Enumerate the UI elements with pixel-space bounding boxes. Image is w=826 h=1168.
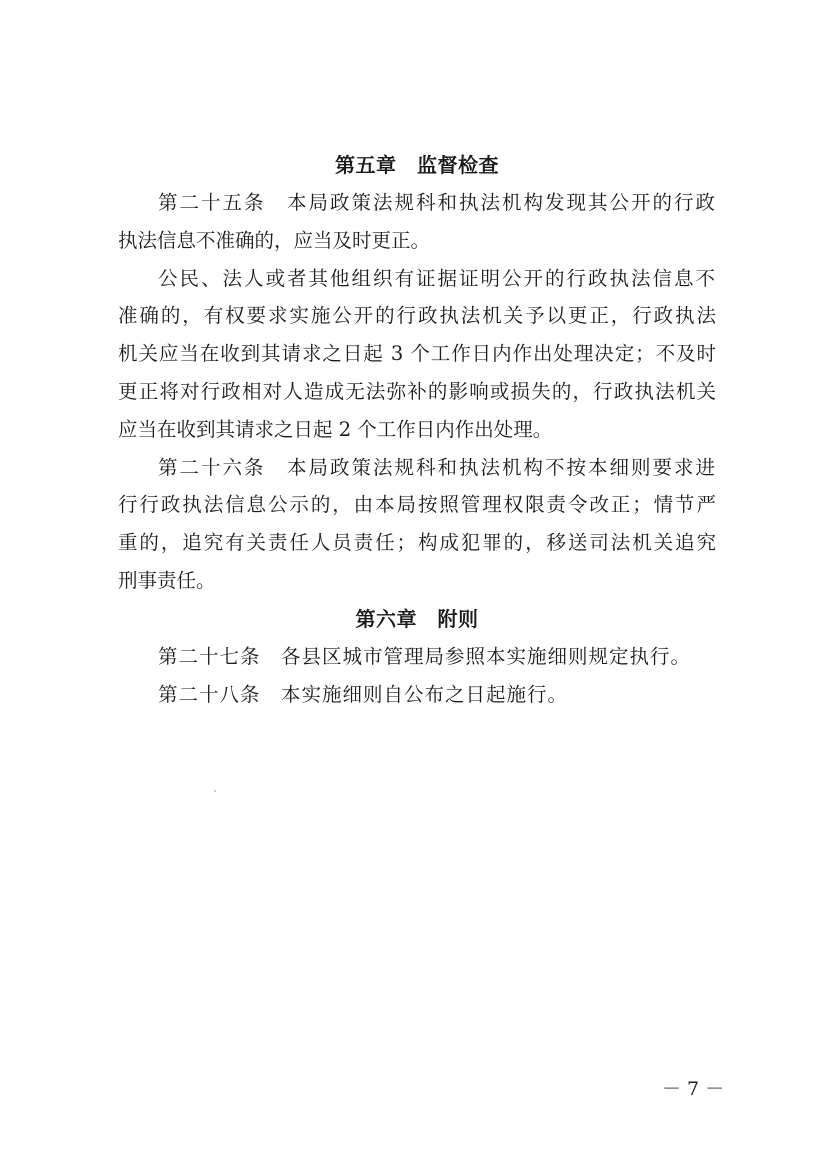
article-27-line: 第二十七条 各县区城市管理局参照本实施细则规定执行。	[158, 644, 692, 668]
article-27	[118, 638, 716, 676]
article-25	[118, 184, 716, 260]
article-26-line-1: 第二十六条 本局政策法规科和执法机构不按本细则要求进	[158, 455, 716, 479]
page-number: － 7 －	[662, 1078, 725, 1100]
article-26-line-3: 重的，追究有关责任人员责任；构成犯罪的，移送司法机关追究	[118, 531, 716, 555]
article-25-paragraph-2	[118, 260, 716, 449]
article-25-p2-line-2: 准确的，有权要求实施公开的行政执法机关予以更正，行政执法	[118, 304, 716, 328]
article-26	[118, 449, 716, 600]
article-26-line-4: 刑事责任。	[118, 568, 216, 592]
article-25-p2-line-4: 更正将对行政相对人造成无法弥补的影响或损失的，行政执法机关	[118, 379, 716, 403]
article-28	[118, 676, 716, 714]
article-26-line-2: 行行政执法信息公示的，由本局按照管理权限责令改正；情节严	[118, 493, 716, 517]
article-28-line: 第二十八条 本实施细则自公布之日起施行。	[158, 682, 569, 706]
article-25-p2-line-5: 应当在收到其请求之日起 2 个工作日内作出处理。	[118, 417, 553, 441]
article-25-line-2: 执法信息不准确的，应当及时更正。	[118, 228, 431, 252]
document-body	[118, 146, 716, 713]
chapter-6-heading: 第六章 附则	[355, 606, 479, 631]
article-25-p2-line-3: 机关应当在收到其请求之日起 3 个工作日内作出处理决定；不及时	[118, 342, 716, 366]
article-25-line-1: 第二十五条 本局政策法规科和执法机构发现其公开的行政	[158, 191, 716, 214]
article-25-p2-line-1: 公民、法人或者其他组织有证据证明公开的行政执法信息不	[158, 266, 716, 290]
scan-speck	[214, 790, 216, 792]
chapter-5-heading: 第五章 监督检查	[335, 153, 499, 177]
